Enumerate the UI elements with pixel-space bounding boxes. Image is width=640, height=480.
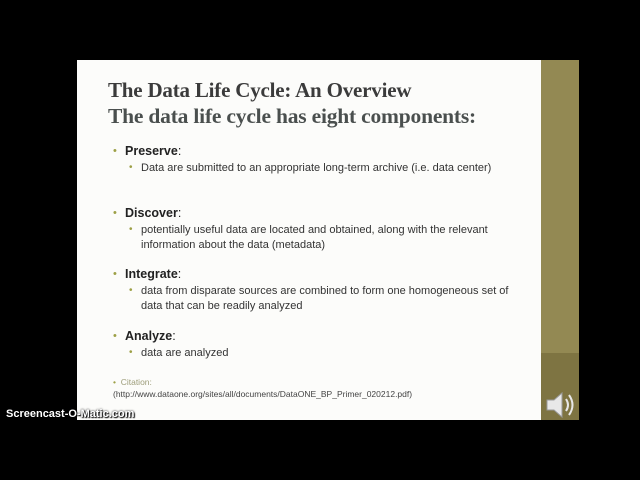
bullet-heading: Integrate [125, 267, 178, 281]
bullet-colon: : [172, 329, 176, 343]
bullet-marker: • [113, 145, 117, 157]
bullet-heading: Discover [125, 206, 178, 220]
bullet-detail: Data are submitted to an appropriate long-term archive (i.e. data center) [141, 162, 492, 174]
bullet-item-integrate [113, 266, 523, 313]
bullet-item-preserve [113, 143, 523, 176]
bullet-item-discover [113, 205, 523, 252]
slide [77, 60, 541, 420]
bullet-colon: : [177, 267, 182, 281]
bullet-detail: data are analyzed [141, 347, 229, 359]
bullet-heading: Analyze [125, 329, 173, 343]
sub-bullet-marker: • [129, 347, 133, 358]
speaker-volume-icon[interactable] [544, 388, 580, 427]
sub-bullet-marker: • [129, 162, 133, 173]
sub-bullet-marker: • [129, 285, 133, 296]
bullet-marker: • [113, 207, 117, 219]
citation-label: • Citation: [113, 377, 152, 387]
bullet-detail: data from disparate sources are combined to form one homogeneous set of data that can be readily analyzed [141, 285, 509, 312]
citation [113, 376, 412, 400]
slide-sidebar-bar [541, 60, 579, 420]
sub-bullet-marker: • [129, 224, 133, 235]
bullet-detail: potentially useful data are located and obtained, along with the relevant information about the data (metadata) [141, 224, 488, 251]
bullet-heading: Preserve [125, 144, 178, 158]
citation-url: (http://www.dataone.org/sites/all/documents/DataONE_BP_Primer_020212.pdf) [113, 389, 413, 399]
slide-title: The Data Life Cycle: An Overview [108, 78, 412, 102]
bullet-colon: : [177, 206, 182, 220]
bullet-marker: • [113, 268, 117, 280]
bullet-item-analyze [113, 328, 523, 361]
bullet-marker: • [113, 330, 117, 342]
slide-subtitle: The data life cycle has eight components: [108, 104, 477, 128]
screencast-watermark: Screencast-O-Matic.com [6, 408, 135, 420]
bullet-colon: : [177, 144, 182, 158]
